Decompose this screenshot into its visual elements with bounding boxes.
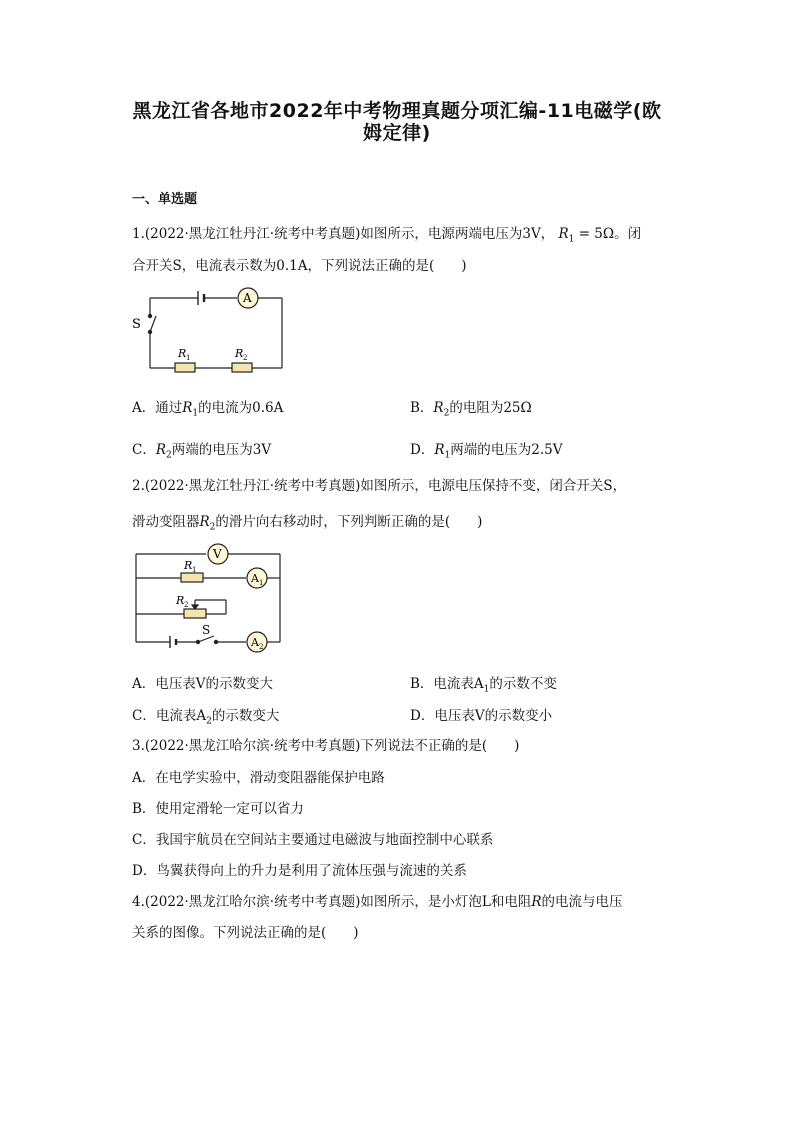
- doc-title-line2: 姆定律): [363, 122, 431, 144]
- q1-switch-label: S: [132, 317, 141, 332]
- q1-ammeter-label: A: [243, 291, 252, 305]
- q1-option-b[interactable]: B．$R_2$的电阻为25Ω: [410, 400, 532, 419]
- q3-option-b[interactable]: B．使用定滑轮一定可以省力: [132, 801, 304, 817]
- svg-text:2: 2: [184, 601, 189, 609]
- q1-option-c[interactable]: C．$R_2$两端的电压为3V: [132, 442, 272, 461]
- q2-r2-label: R: [176, 594, 185, 607]
- q2-stem-line1: 2.(2022·黑龙江牡丹江·统考中考真题)如图所示，电源电压保持不变，闭合开关S，: [132, 478, 627, 494]
- q2-circuit-diagram: [126, 542, 288, 660]
- svg-text:1: 1: [259, 579, 264, 587]
- q1-option-a[interactable]: A．通过$R_1$的电流为0.6A: [132, 400, 284, 419]
- q1-option-d[interactable]: D．$R_1$两端的电压为2.5V: [410, 442, 563, 461]
- q3-option-c[interactable]: C．我国宇航员在空间站主要通过电磁波与地面控制中心联系: [132, 832, 494, 848]
- svg-text:1: 1: [192, 566, 197, 574]
- q1-circuit-diagram: [130, 286, 290, 378]
- q3-option-d[interactable]: D．鸟翼获得向上的升力是利用了流体压强与流速的关系: [132, 863, 467, 879]
- q2-switch-label: S: [202, 623, 211, 637]
- svg-text:1: 1: [186, 354, 191, 362]
- q1-stem-line1: 1.(2022·黑龙江牡丹江·统考中考真题)如图所示，电源两端电压为3V， $R_1 = 5\Omega$。闭: [132, 226, 642, 245]
- q2-a2-label: A: [251, 636, 259, 649]
- q2-r1-label: R: [184, 559, 193, 572]
- q2-option-b[interactable]: B．电流表$A_1$的示数不变: [410, 676, 557, 695]
- doc-title-line1: 黑龙江省各地市2022年中考物理真题分项汇编-11电磁学(欧: [132, 100, 662, 122]
- q4-stem-line2: 关系的图像。下列说法正确的是( ): [132, 925, 359, 941]
- q3-option-a[interactable]: A．在电学实验中，滑动变阻器能保护电路: [132, 770, 385, 786]
- q1-r1-label: R: [178, 347, 187, 360]
- svg-text:2: 2: [243, 354, 248, 362]
- q2-a1-label: A: [251, 572, 259, 585]
- q2-voltmeter-label: V: [213, 547, 222, 561]
- q2-option-a[interactable]: A．电压表V的示数变大: [132, 676, 273, 692]
- q1-r2-label: R: [235, 347, 244, 360]
- q3-stem: 3.(2022·黑龙江哈尔滨·统考中考真题)下列说法不正确的是( ): [132, 738, 520, 754]
- q2-option-c[interactable]: C．电流表$A_2$的示数变大: [132, 708, 280, 727]
- svg-text:2: 2: [259, 643, 264, 651]
- q1-stem-line2: 合开关S，电流表示数为0.1A，下列说法正确的是( ): [132, 258, 467, 274]
- q2-option-d[interactable]: D．电压表V的示数变小: [410, 708, 553, 724]
- q4-stem-line1: 4.(2022·黑龙江哈尔滨·统考中考真题)如图所示，是小灯泡L和电阻R的电流与电压: [132, 894, 623, 910]
- q2-stem-line2: 滑动变阻器$R_2$的滑片向右移动时，下列判断正确的是( ): [132, 514, 483, 533]
- section-heading: 一、单选题: [132, 192, 198, 207]
